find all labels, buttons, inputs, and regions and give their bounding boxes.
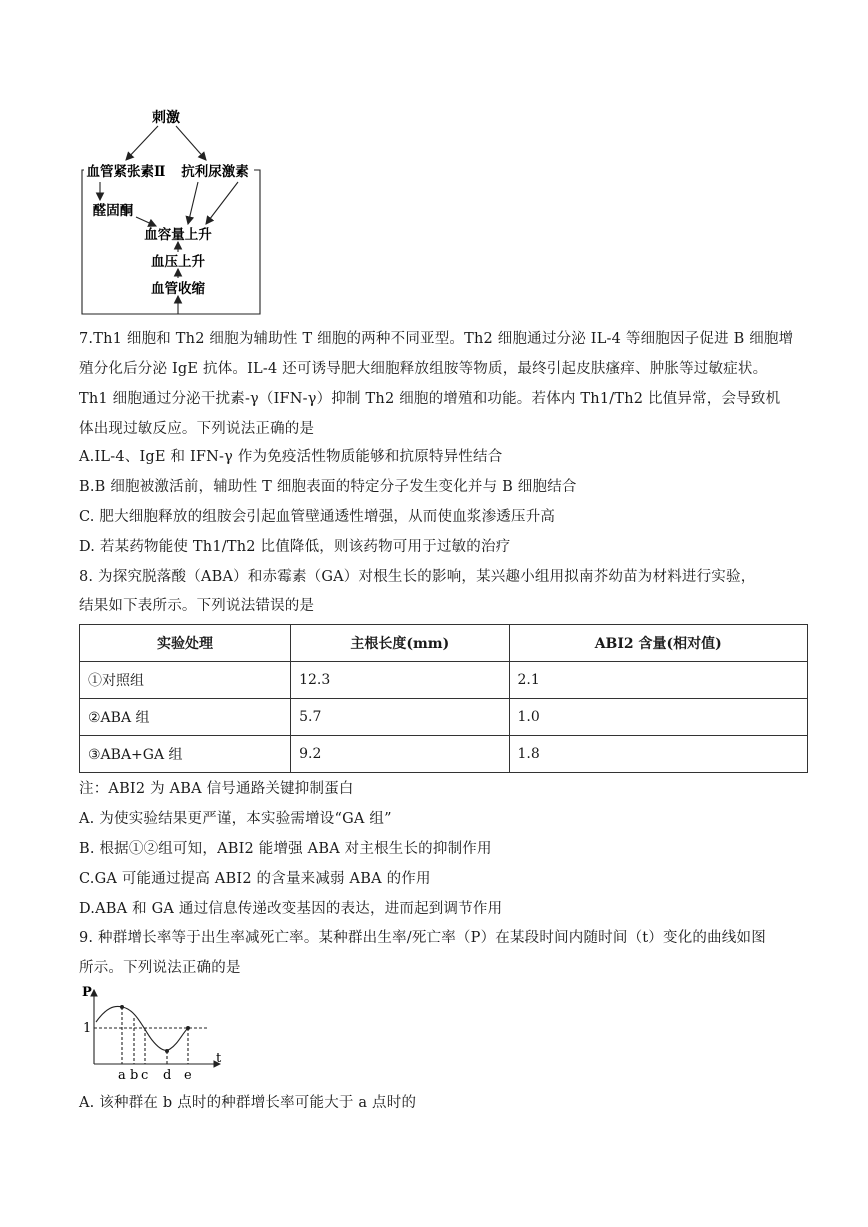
axis-label-p: P bbox=[82, 985, 92, 1000]
tick-label-a: a bbox=[118, 1068, 126, 1083]
table-cell: 1.0 bbox=[509, 699, 808, 736]
tick-label-b: b bbox=[130, 1068, 139, 1083]
q7-line-4: 体出现过敏反应。下列说法正确的是 bbox=[79, 421, 315, 437]
node-pressure-up: 血压上升 bbox=[151, 254, 205, 270]
q8-option-c: C.GA 可能通过提高 ABI2 的含量来减弱 ABA 的作用 bbox=[79, 871, 431, 887]
q8-option-d: D.ABA 和 GA 通过信息传递改变基因的表达，进而起到调节作用 bbox=[79, 901, 503, 917]
population-graph bbox=[78, 982, 228, 1084]
node-vasoconstrict: 血管收缩 bbox=[151, 281, 205, 297]
table-row bbox=[80, 662, 808, 699]
node-stimulus: 刺激 bbox=[152, 110, 180, 126]
axis-label-t: t bbox=[216, 1051, 222, 1066]
q7-line-1: 7.Th1 细胞和 Th2 细胞为辅助性 T 细胞的两种不同亚型。Th2 细胞通过分泌 IL-4 等细胞因子促进 B 细胞增 bbox=[79, 331, 794, 347]
q8-line-2: 结果如下表所示。下列说法错误的是 bbox=[79, 598, 315, 614]
table-header: 实验处理 bbox=[80, 625, 291, 662]
table-cell: 2.1 bbox=[509, 662, 808, 699]
q9-line-2: 所示。下列说法正确的是 bbox=[79, 960, 241, 976]
q8-line-1: 8. 为探究脱落酸（ABA）和赤霉素（GA）对根生长的影响，某兴趣小组用拟南芥幼苗为材料进行实验， bbox=[79, 569, 756, 585]
table-cell: 1.8 bbox=[509, 736, 808, 773]
flow-diagram bbox=[78, 100, 268, 320]
q7-option-a: A.IL-4、IgE 和 IFN-γ 作为免疫活性物质能够和抗原特异性结合 bbox=[79, 449, 503, 465]
tick-label-d: d bbox=[163, 1068, 172, 1083]
tick-label-e: e bbox=[184, 1068, 192, 1083]
table-header: ABI2 含量(相对值) bbox=[509, 625, 808, 662]
q7-line-2: 殖分化后分泌 IgE 抗体。IL-4 还可诱导肥大细胞释放组胺等物质，最终引起皮肤瘙痒、肿胀等过敏症状。 bbox=[79, 361, 768, 377]
q8-option-a: A. 为使实验结果更严谨，本实验需增设“GA 组” bbox=[79, 811, 392, 827]
table-row bbox=[80, 699, 808, 736]
table-header-row bbox=[80, 625, 808, 662]
experiment-table bbox=[79, 624, 808, 773]
q9-line-1: 9. 种群增长率等于出生率减死亡率。某种群出生率/死亡率（P）在某段时间内随时间（t）变化的曲线如图 bbox=[79, 930, 766, 946]
table-cell: 12.3 bbox=[291, 662, 509, 699]
q7-line-3: Th1 细胞通过分泌干扰素-γ（IFN-γ）抑制 Th2 细胞的增殖和功能。若体内 Th1/Th2 比值异常，会导致机 bbox=[79, 391, 781, 407]
q8-note: 注：ABI2 为 ABA 信号通路关键抑制蛋白 bbox=[79, 781, 354, 797]
table-cell: 5.7 bbox=[291, 699, 509, 736]
q7-option-b: B.B 细胞被激活前，辅助性 T 细胞表面的特定分子发生变化并与 B 细胞结合 bbox=[79, 479, 577, 495]
q7-option-c: C. 肥大细胞释放的组胺会引起血管壁通透性增强，从而使血浆渗透压升高 bbox=[79, 509, 556, 525]
table-row bbox=[80, 736, 808, 773]
q9-option-a: A. 该种群在 b 点时的种群增长率可能大于 a 点时的 bbox=[79, 1095, 417, 1111]
node-angiotensin: 血管紧张素Ⅱ bbox=[86, 164, 166, 180]
table-cell: ③ABA+GA 组 bbox=[80, 736, 291, 773]
tick-label-1: 1 bbox=[83, 1021, 92, 1036]
table-cell: 9.2 bbox=[291, 736, 509, 773]
table-header: 主根长度(mm) bbox=[291, 625, 509, 662]
q8-option-b: B. 根据①②组可知，ABI2 能增强 ABA 对主根生长的抑制作用 bbox=[79, 841, 492, 857]
tick-label-c: c bbox=[141, 1068, 149, 1083]
table-cell: ①对照组 bbox=[80, 662, 291, 699]
node-volume-up: 血容量上升 bbox=[144, 227, 212, 243]
node-aldosterone: 醛固酮 bbox=[92, 203, 134, 219]
q7-option-d: D. 若某药物能使 Th1/Th2 比值降低，则该药物可用于过敏的治疗 bbox=[79, 539, 511, 555]
node-adh: 抗利尿激素 bbox=[181, 164, 249, 180]
table-cell: ②ABA 组 bbox=[80, 699, 291, 736]
